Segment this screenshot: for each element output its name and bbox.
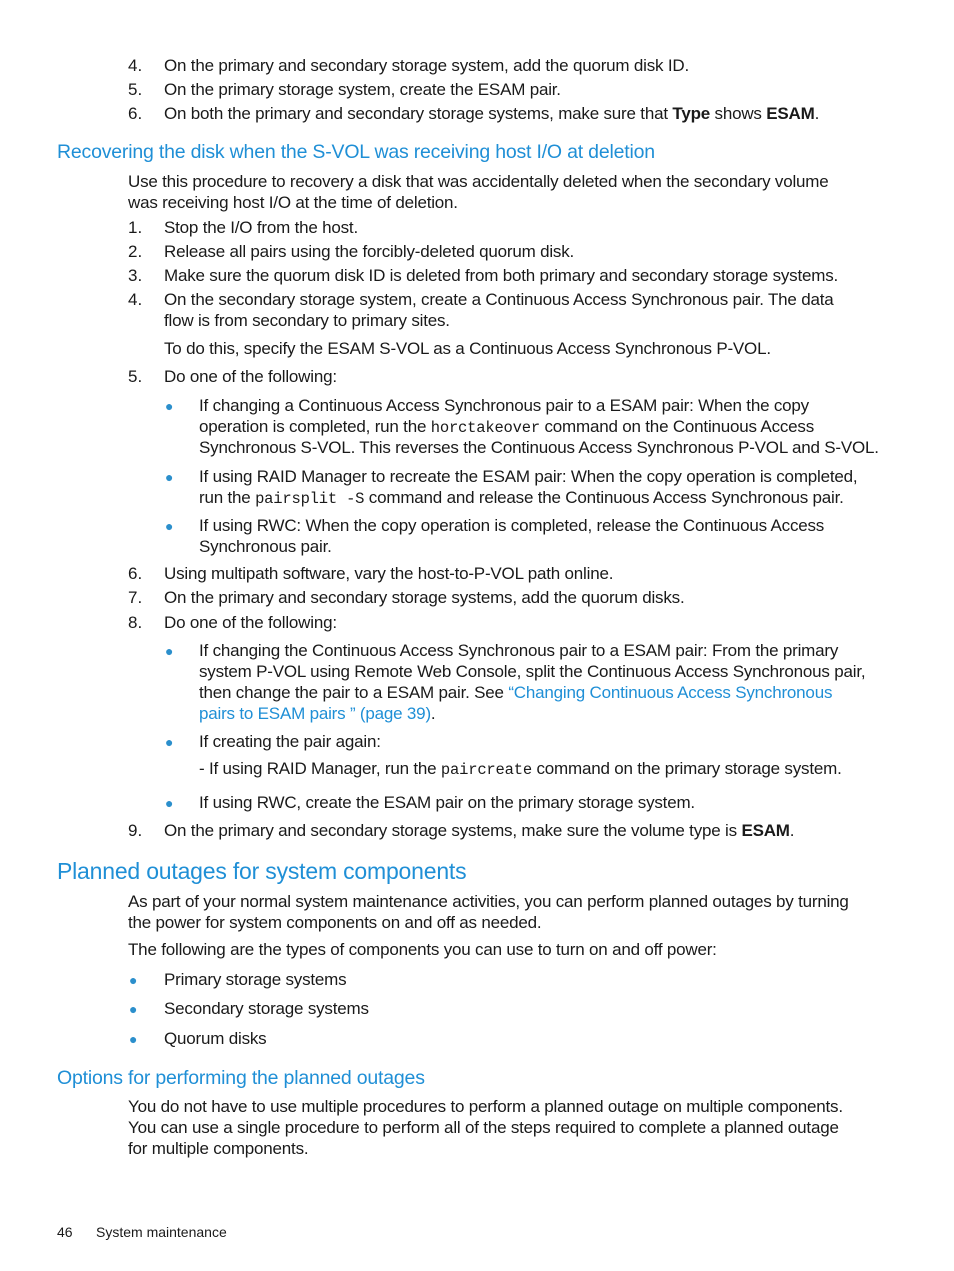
cross-reference-link[interactable]: “Changing Continuous Access Synchronous [508, 683, 833, 702]
bullet-text: If using RWC, create the ESAM pair on the primary storage system. [199, 793, 695, 812]
step-number: 5. [128, 367, 143, 386]
list-item: Secondary storage systems [164, 999, 369, 1018]
step-number: 1. [128, 218, 143, 237]
step-text: On both the primary and secondary storage systems, make sure that Type shows ESAM. [164, 104, 820, 123]
step-number: 2. [128, 242, 143, 261]
bullet-icon: ● [165, 469, 174, 485]
code-command: paircreate [440, 761, 532, 779]
bullet-text: Synchronous S-VOL. This reverses the Continuous Access Synchronous P-VOL and S-VOL. [199, 438, 879, 457]
paragraph-text: You do not have to use multiple procedures to perform a planned outage on multiple components. [128, 1097, 843, 1116]
section-heading: Planned outages for system components [57, 858, 467, 884]
bullet-icon: ● [165, 643, 174, 659]
cross-reference-link[interactable]: pairs to ESAM pairs ” (page 39) [199, 704, 431, 723]
bullet-text: If changing a Continuous Access Synchronous pair to a ESAM pair: When the copy [199, 396, 809, 415]
step-number: 5. [128, 80, 143, 99]
paragraph-text: for multiple components. [128, 1139, 309, 1158]
bullet-text: run the pairsplit -S command and release the Continuous Access Synchronous pair. [199, 488, 844, 508]
paragraph-text: You can use a single procedure to perform all of the steps required to complete a planned outage [128, 1118, 839, 1137]
bullet-text: Synchronous pair. [199, 537, 332, 556]
code-command: horctakeover [430, 419, 540, 437]
paragraph-text: the power for system components on and off as needed. [128, 913, 542, 932]
bullet-text: If creating the pair again: [199, 732, 381, 751]
bullet-icon: ● [165, 518, 174, 534]
list-item: Quorum disks [164, 1029, 267, 1048]
step-number: 9. [128, 821, 143, 840]
intro-text: Use this procedure to recovery a disk that was accidentally deleted when the secondary volume [128, 172, 829, 191]
section-heading: Options for performing the planned outages [57, 1067, 425, 1089]
bullet-text: If using RAID Manager to recreate the ESAM pair: When the copy operation is completed, [199, 467, 858, 486]
bullet-text: then change the pair to a ESAM pair. See “Changing Continuous Access Synchronous [199, 683, 833, 702]
step-text: flow is from secondary to primary sites. [164, 311, 450, 330]
step-note: To do this, specify the ESAM S-VOL as a Continuous Access Synchronous P-VOL. [164, 339, 771, 358]
code-command: pairsplit -S [255, 490, 365, 508]
footer-section-title: System maintenance [96, 1224, 227, 1240]
bullet-icon: ● [165, 734, 174, 750]
step-number: 7. [128, 588, 143, 607]
step-text: On the primary storage system, create the ESAM pair. [164, 80, 561, 99]
bullet-text: pairs to ESAM pairs ” (page 39). [199, 704, 436, 723]
step-text: Using multipath software, vary the host-to-P-VOL path online. [164, 564, 614, 583]
section-heading: Recovering the disk when the S-VOL was receiving host I/O at deletion [57, 141, 655, 163]
step-text: Stop the I/O from the host. [164, 218, 358, 237]
bullet-text: system P-VOL using Remote Web Console, split the Continuous Access Synchronous pair, [199, 662, 866, 681]
step-number: 4. [128, 290, 143, 309]
step-text: On the primary and secondary storage system, add the quorum disk ID. [164, 56, 689, 75]
bullet-text: operation is completed, run the horctakeover command on the Continuous Access [199, 417, 815, 437]
paragraph-text: The following are the types of components you can use to turn on and off power: [128, 940, 717, 959]
step-text: Make sure the quorum disk ID is deleted from both primary and secondary storage systems. [164, 266, 839, 285]
step-text: On the secondary storage system, create a Continuous Access Synchronous pair. The data [164, 290, 834, 309]
step-text: On the primary and secondary storage systems, make sure the volume type is ESAM. [164, 821, 795, 840]
step-number: 4. [128, 56, 143, 75]
bullet-text: If using RWC: When the copy operation is completed, release the Continuous Access [199, 516, 825, 535]
bullet-icon: ● [129, 1031, 138, 1047]
bullet-icon: ● [129, 972, 138, 988]
bullet-subtext: - If using RAID Manager, run the paircreate command on the primary storage system. [199, 759, 842, 779]
bullet-icon: ● [129, 1001, 138, 1017]
step-text: Do one of the following: [164, 613, 337, 632]
step-text: On the primary and secondary storage systems, add the quorum disks. [164, 588, 685, 607]
step-text: Do one of the following: [164, 367, 337, 386]
step-number: 3. [128, 266, 143, 285]
step-number: 8. [128, 613, 143, 632]
page-number: 46 [57, 1224, 73, 1240]
step-number: 6. [128, 104, 143, 123]
step-text: Release all pairs using the forcibly-deleted quorum disk. [164, 242, 575, 261]
list-item: Primary storage systems [164, 970, 347, 989]
intro-text: was receiving host I/O at the time of deletion. [128, 193, 458, 212]
bullet-icon: ● [165, 398, 174, 414]
step-number: 6. [128, 564, 143, 583]
bullet-icon: ● [165, 795, 174, 811]
paragraph-text: As part of your normal system maintenance activities, you can perform planned outages by turning [128, 892, 849, 911]
bullet-text: If changing the Continuous Access Synchronous pair to a ESAM pair: From the primary [199, 641, 839, 660]
